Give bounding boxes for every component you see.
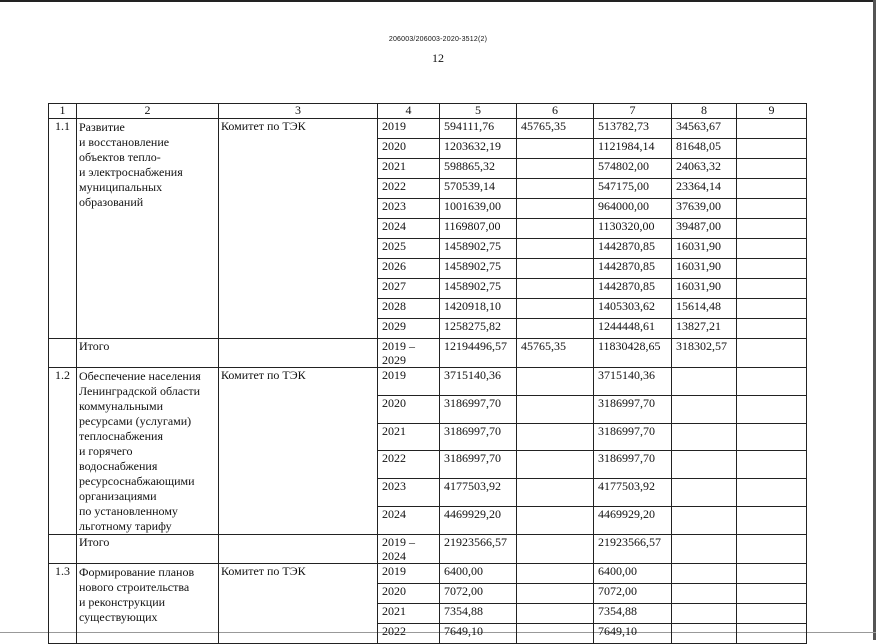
empty-cell <box>219 339 378 368</box>
regional-amount-cell: 1442870,85 <box>594 259 672 279</box>
federal-amount-cell <box>517 479 594 507</box>
federal-amount-cell <box>517 199 594 219</box>
item-number: 1.1 <box>49 119 77 339</box>
year-range-end: 2029 <box>382 353 406 367</box>
regional-amount-cell: 3186997,70 <box>594 423 672 451</box>
year-cell: 2019 <box>378 564 440 584</box>
year-range-end: 2024 <box>382 549 406 563</box>
federal-amount-cell <box>517 319 594 339</box>
regional-amount-cell: 3186997,70 <box>594 395 672 423</box>
local-amount-cell: 13827,21 <box>672 319 737 339</box>
program-name-line: теплоснабжения <box>79 429 163 443</box>
total-label: Итого <box>77 535 219 564</box>
regional-amount-cell: 1442870,85 <box>594 279 672 299</box>
total-amount-cell: 12194496,57 <box>440 339 517 368</box>
empty-cell <box>49 535 77 564</box>
regional-amount-cell: 7354,88 <box>594 604 672 624</box>
total-amount-cell: 594111,76 <box>440 119 517 139</box>
federal-amount-cell: 45765,35 <box>517 339 594 368</box>
local-amount-cell: 24063,32 <box>672 159 737 179</box>
table-row <box>49 368 807 396</box>
program-name-line: объектов тепло- <box>79 150 161 164</box>
federal-amount-cell <box>517 179 594 199</box>
year-cell: 2020 <box>378 584 440 604</box>
total-amount-cell: 4177503,92 <box>440 479 517 507</box>
federal-amount-cell <box>517 564 594 584</box>
regional-amount-cell: 21923566,57 <box>594 535 672 564</box>
federal-amount-cell <box>517 451 594 479</box>
total-amount-cell: 1258275,82 <box>440 319 517 339</box>
year-cell: 2029 <box>378 319 440 339</box>
item-number: 1.3 <box>49 564 77 644</box>
total-amount-cell: 1458902,75 <box>440 279 517 299</box>
executor: Комитет по ТЭК <box>219 564 378 644</box>
federal-amount-cell <box>517 507 594 535</box>
total-amount-cell: 3186997,70 <box>440 423 517 451</box>
total-amount-cell: 570539,14 <box>440 179 517 199</box>
program-name <box>77 564 219 644</box>
program-name-line: водоснабжения <box>79 459 158 473</box>
program-name-line: и реконструкции <box>79 595 166 609</box>
column-header: 7 <box>594 104 672 119</box>
regional-amount-cell: 7072,00 <box>594 584 672 604</box>
local-amount-cell <box>672 584 737 604</box>
local-amount-cell: 16031,90 <box>672 239 737 259</box>
total-amount-cell: 1169807,00 <box>440 219 517 239</box>
other-amount-cell <box>737 319 807 339</box>
federal-amount-cell <box>517 139 594 159</box>
year-cell: 2024 <box>378 219 440 239</box>
total-amount-cell: 4469929,20 <box>440 507 517 535</box>
federal-amount-cell <box>517 239 594 259</box>
program-name-line: муниципальных <box>79 180 163 194</box>
table-row <box>49 564 807 584</box>
regional-amount-cell: 513782,73 <box>594 119 672 139</box>
year-range-start: 2019 – <box>382 535 415 549</box>
federal-amount-cell <box>517 219 594 239</box>
program-name-line: и электроснабжения <box>79 165 183 179</box>
executor: Комитет по ТЭК <box>219 119 378 339</box>
total-amount-cell: 1203632,19 <box>440 139 517 159</box>
header-row <box>49 104 807 119</box>
program-name-line: образований <box>79 195 144 209</box>
other-amount-cell <box>737 179 807 199</box>
program-name-line: ресурсами (услугами) <box>79 414 192 428</box>
program-name-line: Развитие <box>79 120 125 134</box>
regional-amount-cell: 1244448,61 <box>594 319 672 339</box>
year-cell: 2019 <box>378 119 440 139</box>
local-amount-cell <box>672 507 737 535</box>
local-amount-cell: 39487,00 <box>672 219 737 239</box>
local-amount-cell <box>672 604 737 624</box>
program-name <box>77 119 219 339</box>
total-amount-cell: 598865,32 <box>440 159 517 179</box>
program-name-line: коммунальными <box>79 399 163 413</box>
federal-amount-cell <box>517 299 594 319</box>
total-amount-cell: 7354,88 <box>440 604 517 624</box>
empty-cell <box>219 535 378 564</box>
local-amount-cell <box>672 479 737 507</box>
local-amount-cell <box>672 624 737 644</box>
other-amount-cell <box>737 219 807 239</box>
scan-edge-top <box>0 0 876 2</box>
page-number: 12 <box>432 51 444 65</box>
other-amount-cell <box>737 368 807 396</box>
local-amount-cell <box>672 423 737 451</box>
local-amount-cell <box>672 395 737 423</box>
total-amount-cell: 7072,00 <box>440 584 517 604</box>
local-amount-cell: 81648,05 <box>672 139 737 159</box>
regional-amount-cell: 3715140,36 <box>594 368 672 396</box>
regional-amount-cell: 574802,00 <box>594 159 672 179</box>
federal-amount-cell <box>517 535 594 564</box>
federal-amount-cell <box>517 159 594 179</box>
column-header: 9 <box>737 104 807 119</box>
regional-amount-cell: 11830428,65 <box>594 339 672 368</box>
other-amount-cell <box>737 239 807 259</box>
table-body <box>49 104 807 644</box>
total-amount-cell: 21923566,57 <box>440 535 517 564</box>
year-cell: 2028 <box>378 299 440 319</box>
other-amount-cell <box>737 584 807 604</box>
column-header: 1 <box>49 104 77 119</box>
other-amount-cell <box>737 535 807 564</box>
other-amount-cell <box>737 159 807 179</box>
other-amount-cell <box>737 199 807 219</box>
year-cell: 2021 <box>378 604 440 624</box>
total-amount-cell: 1458902,75 <box>440 259 517 279</box>
local-amount-cell: 23364,14 <box>672 179 737 199</box>
other-amount-cell <box>737 423 807 451</box>
other-amount-cell <box>737 479 807 507</box>
total-amount-cell: 1001639,00 <box>440 199 517 219</box>
local-amount-cell: 16031,90 <box>672 279 737 299</box>
local-amount-cell <box>672 535 737 564</box>
program-name-line: существующих <box>79 610 158 624</box>
federal-amount-cell <box>517 395 594 423</box>
program-name-line: Обеспечение населения <box>79 369 201 383</box>
federal-amount-cell <box>517 259 594 279</box>
year-cell: 2019 <box>378 368 440 396</box>
other-amount-cell <box>737 139 807 159</box>
program-name-line: организациями <box>79 489 157 503</box>
total-amount-cell: 1458902,75 <box>440 239 517 259</box>
year-cell: 2023 <box>378 479 440 507</box>
other-amount-cell <box>737 564 807 584</box>
other-amount-cell <box>737 299 807 319</box>
other-amount-cell <box>737 339 807 368</box>
total-label: Итого <box>77 339 219 368</box>
other-amount-cell <box>737 507 807 535</box>
total-amount-cell: 1420918,10 <box>440 299 517 319</box>
year-cell: 2020 <box>378 139 440 159</box>
federal-amount-cell <box>517 584 594 604</box>
federal-amount-cell: 45765,35 <box>517 119 594 139</box>
year-cell: 2021 <box>378 423 440 451</box>
column-header: 5 <box>440 104 517 119</box>
other-amount-cell <box>737 395 807 423</box>
year-cell: 2021 <box>378 159 440 179</box>
column-header: 2 <box>77 104 219 119</box>
other-amount-cell <box>737 624 807 644</box>
regional-amount-cell: 1130320,00 <box>594 219 672 239</box>
column-header: 6 <box>517 104 594 119</box>
year-cell: 2022 <box>378 624 440 644</box>
program-name-line: нового строительства <box>79 580 190 594</box>
budget-table <box>48 103 807 644</box>
program-name-line: и горячего <box>79 444 133 458</box>
local-amount-cell <box>672 451 737 479</box>
other-amount-cell <box>737 604 807 624</box>
year-cell: 2022 <box>378 451 440 479</box>
year-cell: 2027 <box>378 279 440 299</box>
program-name-line: ресурсоснабжающими <box>79 474 195 488</box>
total-amount-cell: 7649,10 <box>440 624 517 644</box>
other-amount-cell <box>737 259 807 279</box>
executor: Комитет по ТЭК <box>219 368 378 535</box>
total-amount-cell: 3186997,70 <box>440 451 517 479</box>
regional-amount-cell: 964000,00 <box>594 199 672 219</box>
year-cell: 2022 <box>378 179 440 199</box>
other-amount-cell <box>737 119 807 139</box>
year-cell: 2025 <box>378 239 440 259</box>
total-amount-cell: 3186997,70 <box>440 395 517 423</box>
column-header: 8 <box>672 104 737 119</box>
program-name-line: льготному тарифу <box>79 519 172 533</box>
other-amount-cell <box>737 451 807 479</box>
empty-cell <box>49 339 77 368</box>
regional-amount-cell: 1442870,85 <box>594 239 672 259</box>
total-row <box>49 339 807 368</box>
local-amount-cell: 34563,67 <box>672 119 737 139</box>
year-range-cell <box>378 535 440 564</box>
total-amount-cell: 6400,00 <box>440 564 517 584</box>
year-range-cell <box>378 339 440 368</box>
table-row <box>49 119 807 139</box>
federal-amount-cell <box>517 279 594 299</box>
local-amount-cell: 16031,90 <box>672 259 737 279</box>
regional-amount-cell: 6400,00 <box>594 564 672 584</box>
regional-amount-cell: 4177503,92 <box>594 479 672 507</box>
item-number: 1.2 <box>49 368 77 535</box>
year-range-start: 2019 – <box>382 339 415 353</box>
local-amount-cell <box>672 564 737 584</box>
regional-amount-cell: 547175,00 <box>594 179 672 199</box>
regional-amount-cell: 3186997,70 <box>594 451 672 479</box>
local-amount-cell: 37639,00 <box>672 199 737 219</box>
regional-amount-cell: 1405303,62 <box>594 299 672 319</box>
other-amount-cell <box>737 279 807 299</box>
program-name-line: и восстановление <box>79 135 170 149</box>
federal-amount-cell <box>517 423 594 451</box>
regional-amount-cell: 7649,10 <box>594 624 672 644</box>
regional-amount-cell: 1121984,14 <box>594 139 672 159</box>
program-name-line: Формирование планов <box>79 565 195 579</box>
year-cell: 2026 <box>378 259 440 279</box>
local-amount-cell: 318302,57 <box>672 339 737 368</box>
local-amount-cell <box>672 368 737 396</box>
year-cell: 2024 <box>378 507 440 535</box>
federal-amount-cell <box>517 624 594 644</box>
year-cell: 2020 <box>378 395 440 423</box>
document-code: 206003/206003-2020-3512(2) <box>388 36 488 43</box>
total-row <box>49 535 807 564</box>
year-cell: 2023 <box>378 199 440 219</box>
program-name-line: Ленинградской области <box>79 384 201 398</box>
program-name-line: по установленному <box>79 504 178 518</box>
local-amount-cell: 15614,48 <box>672 299 737 319</box>
regional-amount-cell: 4469929,20 <box>594 507 672 535</box>
federal-amount-cell <box>517 368 594 396</box>
column-header: 4 <box>378 104 440 119</box>
column-header: 3 <box>219 104 378 119</box>
program-name <box>77 368 219 535</box>
federal-amount-cell <box>517 604 594 624</box>
total-amount-cell: 3715140,36 <box>440 368 517 396</box>
